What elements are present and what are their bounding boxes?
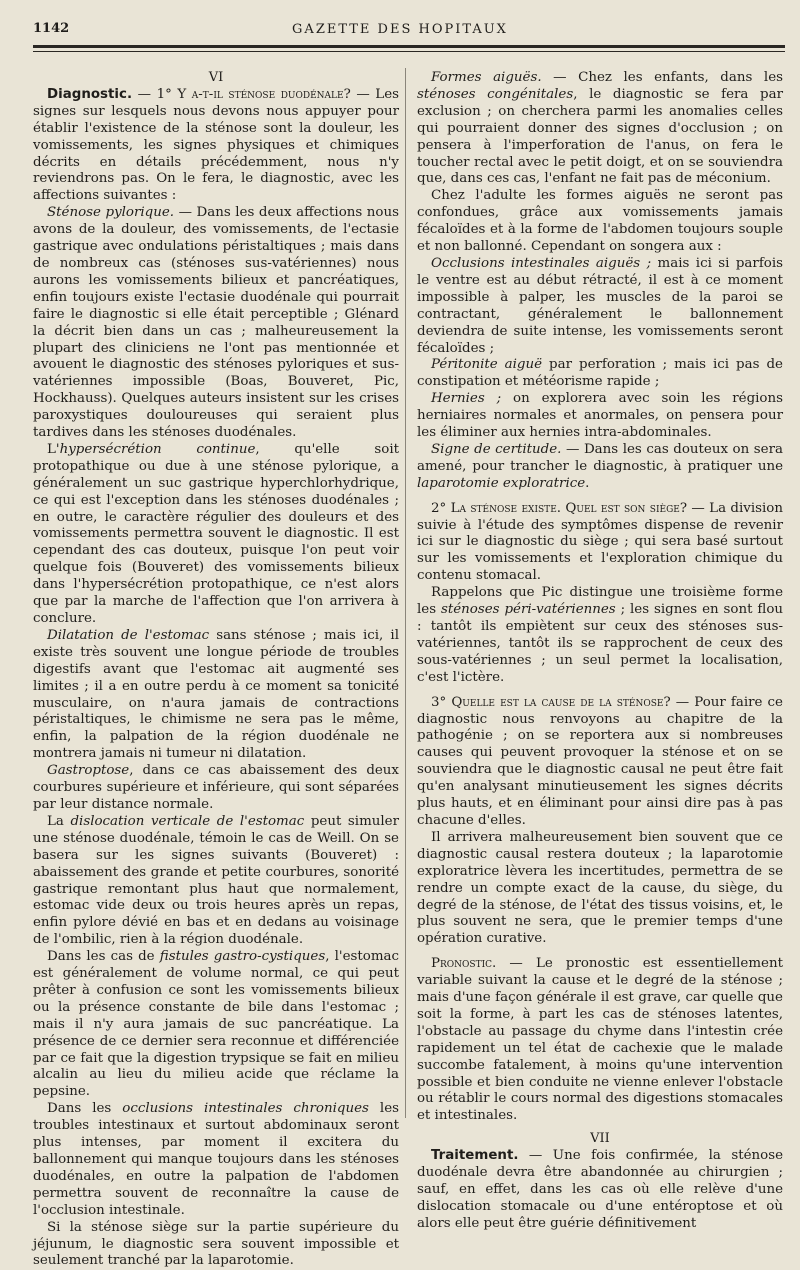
paragraph: 2° La sténose existe. Quel est son siège? — La division suivie à l'étude des symptômes dispense de revenir ici sur le diagnostic du siège ; qui sera basé surtout sur les vomissements et l'exploration chimique du contenu stomacal. (417, 500, 783, 584)
paragraph: Hernies ; on explorera avec soin les régions herniaires normales et anormales, on pensera pour les éliminer aux hernies intra-abdominales. (417, 391, 783, 441)
header-rule-thick (33, 45, 785, 48)
spacer (417, 493, 783, 501)
paragraph: 3° Quelle est la cause de la sténose? — Pour faire ce diagnostic nous renvoyons au chapitre de la pathogénie ; on se reportera aux si nombreuses causes qui peuvent provoquer la sténose et on se souviendra que le diagnostic causal ne peut être fait qu'en analysant minutieusement les signes décrits plus hauts, et en éliminant pour ainsi dire pas à pas chacune d'elles. (417, 694, 783, 828)
section-heading: VI (208, 70, 224, 85)
spacer (417, 948, 783, 956)
question-heading: Quelle est la cause de la sténose? (451, 694, 671, 710)
paragraph: Pronostic. — Le pronostic est essentiellement variable suivant la cause et le degré de la sténose ; mais d'une façon générale il est grave, car quelle que soit la forme, à part les cas de sténoses latentes, l'obstacle au passage du chyme dans l'intestin crée rapidement un tel état de cachexie que le malade succombe fatalement, à moins qu'une intervention possible et bien conduite ne vienne enlever l'obstacle ou rétablir le cours normal des digestions stomacales et intestinales. (417, 956, 783, 1124)
paragraph: Formes aiguës. — Chez les enfants, dans les sténoses congénitales, le diagnostic se fera par exclusion ; on cherchera parmi les anomalies celles qui pourraient donner des signes d'occlusion ; on pensera à l'imperforation de l'anus, on fera le toucher rectal avec le petit doigt, et on se souviendra que, dans ces cas, l'enfant ne fait pas de méconium. (417, 70, 783, 187)
paragraph: Occlusions intestinales aiguës ; mais ici si parfois le ventre est au début rétracté, il est à ce moment impossible à palper, les muscles de la paroi se contractant, généralement le ballonnement deviendra de suite intense, les vomissements seront fécaloïdes ; (417, 255, 783, 356)
paragraph: Si la sténose siège sur la partie supérieure du jéjunum, le diagnostic sera souvent impossible et seulement tranché par la laparotomie. (33, 1219, 399, 1269)
paragraph: Chez l'adulte les formes aiguës ne seront pas confondues, grâce aux vomissements jamais fécaloïdes et à la forme de l'abdomen toujours souple et non ballonné. Cependant on songera aux : (417, 188, 783, 255)
paragraph: La dislocation verticale de l'estomac peut simuler une sténose duodénale, témoin le cas de Weill. On se basera sur les signes suivants (Bouveret) : abaissement des grande et petite courbures, sonorité gastrique remontant plus haut que normalement, estomac vide deux ou trois heures après un repas, enfin pylore dévié en bas et en dedans au voisinage de l'ombilic, rien à la région duodénale. (33, 813, 399, 948)
section-heading: VII (590, 1131, 610, 1147)
question-heading: Y a-t-il sténose duodénale? (177, 86, 351, 102)
right-column (417, 70, 783, 1233)
paragraph: Dans les cas de fistules gastro-cystiques, l'estomac est généralement de volume normal, ce qui peut prêter à confusion ce sont les vomissements bilieux ou la présence constante de bile dans l'estomac ; mais il n'y aura jamais de suc pancréatique. La présence de ce dernier sera reconnue et différenciée par ce fait que la digestion trypsique se fait en milieu alcalin au lieu du milieu acide que réclame la pepsine. (33, 949, 399, 1100)
page-number: 1142 (33, 21, 70, 36)
column-divider (405, 68, 406, 1118)
paragraph: Dilatation de l'estomac sans sténose ; mais ici, il existe très souvent une longue période de troubles digestifs avant que l'estomac ait augmenté ses limites ; il a en outre perdu à ce moment sa tonicité musculaire, on n'aura jamais de contractions péristaltiques, le chimisme ne sera pas le même, enfin, la palpation de la région duodénale ne montrera jamais ni tumeur ni dilatation. (33, 627, 399, 762)
paragraph-lead: Diagnostic. (47, 86, 133, 102)
paragraph: Gastroptose, dans ce cas abaissement des deux courbures supérieure et inférieure, qui sont séparées par leur distance normale. (33, 763, 399, 812)
left-column (33, 70, 399, 1270)
paragraph: Diagnostic. — 1° Y a-t-il sténose duodénale? — Les signes sur lesquels nous devons nous appuyer pour établir l'existence de la sténose sont la douleur, les vomissements, les signes physiques et chimiques décrits en détails précédemment, nous n'y reviendrons pas. On le fera, le diagnostic, avec les affections suivantes : (33, 86, 399, 204)
paragraph: Dans les occlusions intestinales chroniques les troubles intestinaux et surtout abdominaux seront plus intenses, par moment il excitera du ballonnement qui manque toujours dans les sténoses duodénales, en outre la palpation de l'abdomen permettra souvent de reconnaître la cause de l'occlusion intestinale. (33, 1101, 399, 1218)
paragraph: Signe de certitude. — Dans les cas douteux on sera amené, pour trancher le diagnostic, à pratiquer une laparotomie exploratrice. (417, 441, 783, 491)
paragraph: Sténose pylorique. — Dans les deux affections nous avons de la douleur, des vomissements, de l'ectasie gastrique avec ondulations péristaltiques ; mais dans de nombreux cas (sténoses sus-vatériennes) nous aurons les vomissements bilieux et pancréatiques, enfin toujours existe l'ectasie duodénale qui pourrait faire le diagnostic si elle était perceptible ; Glénard la décrit bien dans un cas ; malheureusement la plupart des cliniciens ne l'ont pas mentionnée et avouent le diagnostic des sténoses pyloriques et sus-vatériennes impossible (Boas, Bouveret, Pic, Hockhauss). Quelques auteurs insistent sur les crises paroxystiques douloureuses qui seraient plus tardives dans les sténoses duodénales. (33, 205, 399, 441)
paragraph-lead: Traitement. (431, 1148, 519, 1164)
paragraph: Il arrivera malheureusement bien souvent que ce diagnostic causal restera douteux ; la laparotomie exploratrice lèvera les incertitudes, permettra de se rendre un compte exact de la cause, du siège, du degré de la sténose, de l'état des tissus voisins, et, le plus souvent ne sera, que le premier temps d'une opération curative. (417, 829, 783, 947)
spacer (417, 687, 783, 695)
running-head: GAZETTE DES HOPITAUX (292, 22, 508, 37)
paragraph-lead: Pronostic. (431, 956, 497, 972)
paragraph: L'hypersécrétion continue, qu'elle soit protopathique ou due à une sténose pylorique, a généralement un suc gastrique hyperchlorhydrique, ce qui est l'exception dans les sténoses duodénales ; en outre, le caractère régulier des douleurs et des vomissements permettra souvent le diagnostic. Il est cependant des cas douteux, puisque l'on peut voir quelque fois (Bouveret) des vomissements bilieux dans l'hypersécrétion protopathique, ce n'est alors que par la marche de l'affection que l'on arrivera à conclure. (33, 441, 399, 626)
question-heading: La sténose existe. Quel est son siège? (450, 500, 688, 516)
paragraph: Traitement. — Une fois confirmée, la sténose duodénale devra être abandonnée au chirurgien ; sauf, en effet, dans les cas où elle relève d'une dislocation stomacale ou d'une entéroptose et où alors elle peut être guérie définitivement (417, 1148, 783, 1231)
paragraph: Rappelons que Pic distingue une troisième forme les sténoses péri-vatériennes ; les signes en sont flou : tantôt ils empiètent sur ceux des sténoses sus-vatériennes, tantôt ils se rapprochent de ceux des sous-vatériennes ; un seul permet la localisation, c'est l'ictère. (417, 585, 784, 685)
header-rule-thin (33, 51, 785, 52)
paragraph: Péritonite aiguë par perforation ; mais ici pas de constipation et météorisme rapide ; (417, 357, 783, 390)
